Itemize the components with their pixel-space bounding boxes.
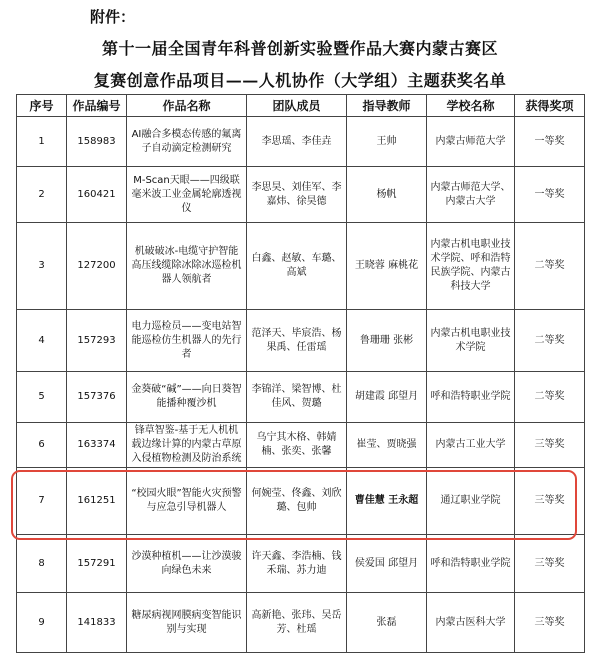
cell-members: 乌宁其木格、韩婧楠、张奕、张馨 <box>247 423 347 468</box>
attachment-label: 附件： <box>90 8 136 26</box>
cell-award: 三等奖 <box>515 423 585 468</box>
cell-members: 白鑫、赵敏、车璐、高斌 <box>247 223 347 310</box>
cell-index: 8 <box>17 535 67 593</box>
cell-work-name: 锋草智鉴-基于无人机机载边缘计算的内蒙古草原入侵植物检测及防治系统 <box>127 423 247 468</box>
header-index: 序号 <box>17 95 67 117</box>
cell-work-name: 金葵破“碱”——向日葵智能播种覆沙机 <box>127 372 247 423</box>
cell-award: 三等奖 <box>515 535 585 593</box>
cell-code: 157291 <box>67 535 127 593</box>
cell-members: 李锦洋、梁智博、杜佳风、贺璐 <box>247 372 347 423</box>
cell-code: 160421 <box>67 167 127 223</box>
cell-members: 范泽天、毕宸浩、杨果禹、任雷瑶 <box>247 310 347 372</box>
cell-work-name: M-Scan天眼——四级联毫米波工业金属轮廓透视仪 <box>127 167 247 223</box>
cell-award: 三等奖 <box>515 468 585 535</box>
cell-school: 内蒙古工业大学 <box>427 423 515 468</box>
cell-teacher: 胡建霞 邱望月 <box>347 372 427 423</box>
cell-work-name: 机破破冰-电缆守护智能高压线缆除冰除冰巡检机器人领航者 <box>127 223 247 310</box>
cell-members: 何婉莹、佟鑫、刘欣璐、包帅 <box>247 468 347 535</box>
cell-teacher: 曹佳慧 王永超 <box>347 468 427 535</box>
cell-school: 内蒙古师范大学、内蒙古大学 <box>427 167 515 223</box>
table-row <box>17 167 585 223</box>
page-title: 第十一届全国青年科普创新实验暨作品大赛内蒙古赛区 <box>101 39 498 58</box>
table-row <box>17 223 585 310</box>
cell-code: 163374 <box>67 423 127 468</box>
cell-teacher: 王晓蓉 麻桃花 <box>347 223 427 310</box>
cell-index: 5 <box>17 372 67 423</box>
cell-index: 3 <box>17 223 67 310</box>
cell-award: 一等奖 <box>515 167 585 223</box>
cell-teacher: 崔莹、贾晓强 <box>347 423 427 468</box>
cell-index: 9 <box>17 593 67 653</box>
cell-award: 二等奖 <box>515 223 585 310</box>
cell-members: 高新艳、张玮、吴岳芳、杜瑶 <box>247 593 347 653</box>
cell-school: 呼和浩特职业学院 <box>427 372 515 423</box>
table-row <box>17 593 585 653</box>
cell-award: 一等奖 <box>515 117 585 167</box>
cell-members: 李思瑶、李佳垚 <box>247 117 347 167</box>
cell-work-name: 电力巡检员——变电站智能巡检仿生机器人的先行者 <box>127 310 247 372</box>
cell-school: 内蒙古医科大学 <box>427 593 515 653</box>
cell-index: 6 <box>17 423 67 468</box>
table-row-highlighted <box>17 468 585 535</box>
header-school: 学校名称 <box>427 95 515 117</box>
cell-code: 141833 <box>67 593 127 653</box>
cell-school: 内蒙古师范大学 <box>427 117 515 167</box>
cell-work-name: 糖尿病视网膜病变智能识别与实现 <box>127 593 247 653</box>
table-row <box>17 423 585 468</box>
header-award: 获得奖项 <box>515 95 585 117</box>
cell-award: 二等奖 <box>515 372 585 423</box>
cell-teacher: 鲁珊珊 张彬 <box>347 310 427 372</box>
header-code: 作品编号 <box>67 95 127 117</box>
table-header-row <box>17 95 585 117</box>
award-table <box>16 94 585 653</box>
cell-work-name: AI融合多模态传感的氟离子自动滴定检测研究 <box>127 117 247 167</box>
header-teacher: 指导教师 <box>347 95 427 117</box>
cell-teacher: 侯爱国 邱望月 <box>347 535 427 593</box>
cell-index: 7 <box>17 468 67 535</box>
cell-code: 157293 <box>67 310 127 372</box>
cell-teacher: 杨帆 <box>347 167 427 223</box>
cell-work-name: 沙漠种植机——让沙漠骏向绿色未来 <box>127 535 247 593</box>
cell-code: 161251 <box>67 468 127 535</box>
cell-members: 许天鑫、李浩楠、钱禾瑞、苏力迪 <box>247 535 347 593</box>
cell-members: 李思昊、刘佳军、李嘉炜、徐昊德 <box>247 167 347 223</box>
page-subtitle: 复赛创意作品项目——人机协作（大学组）主题获奖名单 <box>93 71 507 90</box>
cell-teacher: 张磊 <box>347 593 427 653</box>
table-row <box>17 372 585 423</box>
cell-school: 内蒙古机电职业技术学院 <box>427 310 515 372</box>
header-work-name: 作品名称 <box>127 95 247 117</box>
cell-index: 4 <box>17 310 67 372</box>
cell-code: 127200 <box>67 223 127 310</box>
cell-award: 三等奖 <box>515 593 585 653</box>
cell-award: 二等奖 <box>515 310 585 372</box>
table-row <box>17 310 585 372</box>
cell-code: 157376 <box>67 372 127 423</box>
table-row <box>17 535 585 593</box>
cell-teacher: 王帅 <box>347 117 427 167</box>
cell-index: 2 <box>17 167 67 223</box>
cell-work-name: “校园火眼”智能火灾预警与应急引导机器人 <box>127 468 247 535</box>
table-row <box>17 117 585 167</box>
cell-code: 158983 <box>67 117 127 167</box>
cell-school: 通辽职业学院 <box>427 468 515 535</box>
cell-school: 内蒙古机电职业技术学院、呼和浩特民族学院、内蒙古科技大学 <box>427 223 515 310</box>
cell-school: 呼和浩特职业学院 <box>427 535 515 593</box>
cell-index: 1 <box>17 117 67 167</box>
header-members: 团队成员 <box>247 95 347 117</box>
